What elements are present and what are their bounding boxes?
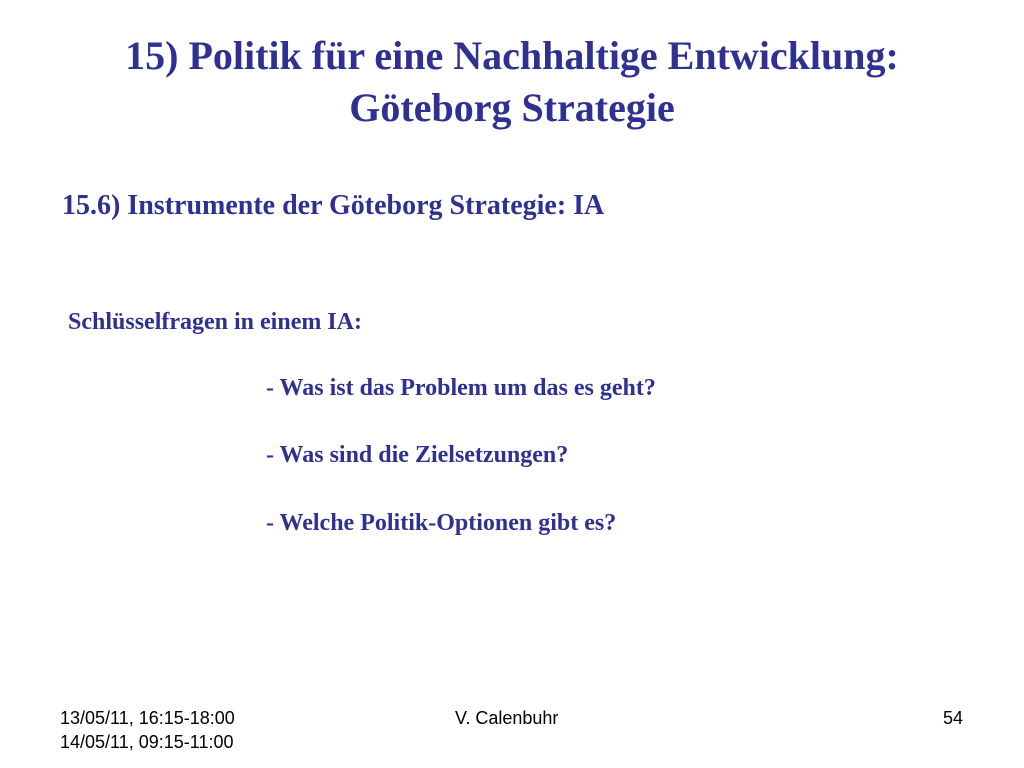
key-questions-heading: Schlüsselfragen in einem IA: <box>68 309 362 335</box>
footer-date-line-1: 13/05/11, 16:15-18:00 <box>60 708 235 728</box>
key-question-2: - Was sind die Zielsetzungen? <box>266 442 569 468</box>
slide-title-line-2: Göteborg Strategie <box>349 85 675 130</box>
section-subtitle: 15.6) Instrumente der Göteborg Strategie: IA <box>62 190 605 221</box>
footer-author: V. Calenbuhr <box>455 708 559 728</box>
footer-date-line-2: 14/05/11, 09:15-11:00 <box>60 732 234 752</box>
footer-page-number: 54 <box>942 708 963 728</box>
key-question-3: - Welche Politik-Optionen gibt es? <box>266 510 617 536</box>
slide-title <box>0 30 1024 134</box>
key-question-1: - Was ist das Problem um das es geht? <box>266 375 656 401</box>
slide-title-line-1: 15) Politik für eine Nachhaltige Entwicklung: <box>125 33 899 78</box>
footer-dates <box>60 706 235 754</box>
